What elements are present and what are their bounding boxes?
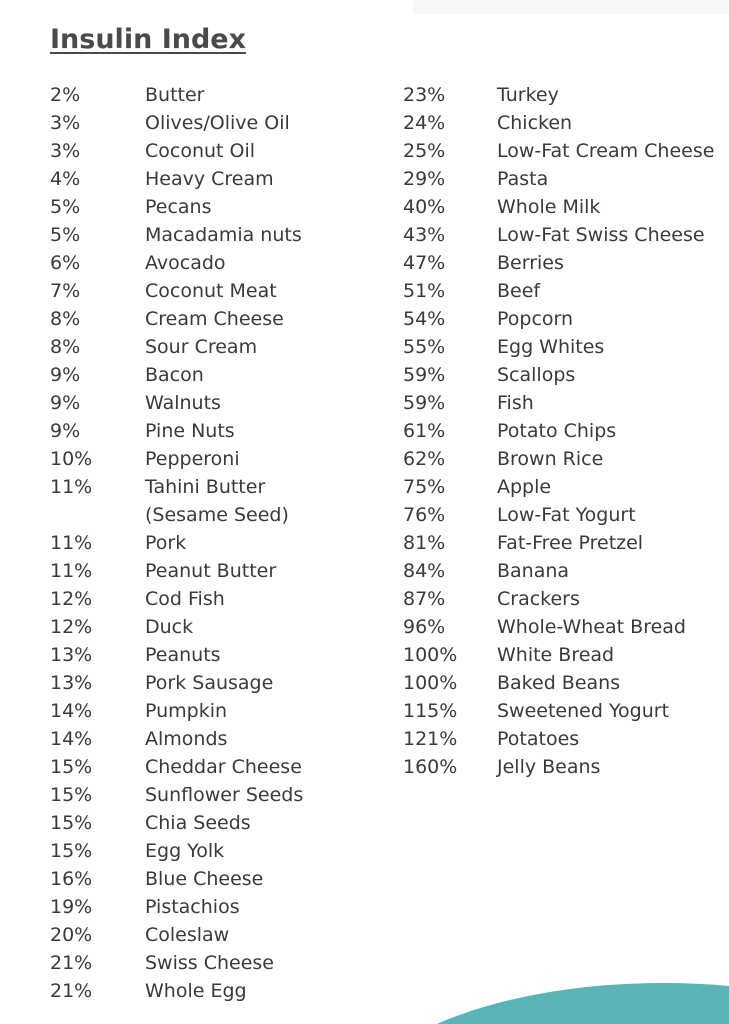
food-name <box>145 977 247 1005</box>
food-name-line: Whole Egg <box>145 980 247 1002</box>
food-name <box>497 277 540 305</box>
food-name <box>145 669 273 697</box>
insulin-percentage: 2% <box>50 84 81 106</box>
food-name <box>497 333 604 361</box>
insulin-percentage: 40% <box>403 196 446 218</box>
list-item <box>50 529 303 557</box>
food-name <box>145 193 212 221</box>
list-item <box>403 109 714 137</box>
insulin-percentage: 15% <box>50 840 93 862</box>
food-name <box>497 753 600 781</box>
food-name-line: Olives/Olive Oil <box>145 112 290 134</box>
list-item <box>50 333 303 361</box>
list-item <box>403 697 714 725</box>
insulin-percentage: 43% <box>403 224 446 246</box>
food-name-line: Apple <box>497 476 552 498</box>
food-name-line: Turkey <box>497 84 559 106</box>
insulin-percentage: 81% <box>403 532 446 554</box>
list-item <box>403 501 714 529</box>
food-name <box>145 585 225 613</box>
insulin-percentage: 96% <box>403 616 446 638</box>
food-name-line: Egg Yolk <box>145 840 225 862</box>
food-name <box>145 445 240 473</box>
food-name-line: Pepperoni <box>145 448 240 470</box>
list-item <box>50 921 303 949</box>
food-name-line: Fish <box>497 392 534 414</box>
insulin-percentage: 4% <box>50 168 81 190</box>
list-item <box>50 977 303 1005</box>
food-name-line: Duck <box>145 616 194 638</box>
food-name <box>145 473 289 529</box>
food-name-line: Scallops <box>497 364 576 386</box>
insulin-percentage: 16% <box>50 868 93 890</box>
food-name <box>145 277 277 305</box>
food-name-line: Heavy Cream <box>145 168 274 190</box>
food-name <box>145 389 221 417</box>
list-item <box>403 557 714 585</box>
insulin-percentage: 13% <box>50 672 93 694</box>
food-name <box>145 865 263 893</box>
page-title: Insulin Index <box>50 24 247 55</box>
food-name-line: Peanuts <box>145 644 221 666</box>
food-name <box>145 641 221 669</box>
food-name <box>145 837 224 865</box>
list-item <box>403 473 714 501</box>
food-name-line: (Sesame Seed) <box>145 504 289 526</box>
insulin-percentage: 47% <box>403 252 446 274</box>
food-name-line: Macadamia nuts <box>145 224 302 246</box>
food-name-line: Pork <box>145 532 187 554</box>
food-name-line: Sour Cream <box>145 336 258 358</box>
food-name-line: Coleslaw <box>145 924 230 946</box>
food-name-line: Cod Fish <box>145 588 225 610</box>
food-name-line: Crackers <box>497 588 580 610</box>
list-item <box>50 445 303 473</box>
insulin-percentage: 100% <box>403 644 458 666</box>
decorative-wave <box>429 974 729 1024</box>
insulin-percentage: 115% <box>403 700 458 722</box>
insulin-percentage: 3% <box>50 112 81 134</box>
list-item <box>50 697 303 725</box>
food-name-line: Pistachios <box>145 896 240 918</box>
list-item <box>403 669 714 697</box>
list-item <box>50 305 303 333</box>
insulin-percentage: 62% <box>403 448 446 470</box>
food-name <box>145 753 302 781</box>
food-name <box>497 585 580 613</box>
insulin-percentage: 5% <box>50 224 81 246</box>
list-item <box>403 333 714 361</box>
food-name-line: Egg Whites <box>497 336 605 358</box>
list-item <box>50 389 303 417</box>
list-item <box>50 725 303 753</box>
food-name-line: Banana <box>497 560 570 582</box>
food-name <box>497 417 616 445</box>
list-item <box>50 641 303 669</box>
list-item <box>50 137 303 165</box>
list-item <box>50 613 303 641</box>
insulin-percentage: 5% <box>50 196 81 218</box>
food-name-line: Pecans <box>145 196 212 218</box>
food-name <box>145 809 251 837</box>
list-item <box>50 865 303 893</box>
insulin-percentage: 84% <box>403 560 446 582</box>
list-item <box>403 277 714 305</box>
food-name <box>497 109 572 137</box>
food-name-line: Cheddar Cheese <box>145 756 302 778</box>
food-name-line: Walnuts <box>145 392 221 414</box>
insulin-percentage: 8% <box>50 336 81 358</box>
food-name <box>145 361 204 389</box>
food-name-line: Jelly Beans <box>497 756 601 778</box>
food-name-line: Pork Sausage <box>145 672 274 694</box>
food-name <box>497 165 548 193</box>
food-name-line: Swiss Cheese <box>145 952 274 974</box>
food-name-line: Sunflower Seeds <box>145 784 304 806</box>
food-name-line: Chia Seeds <box>145 812 251 834</box>
insulin-percentage: 10% <box>50 448 93 470</box>
list-item <box>50 249 303 277</box>
list-item <box>403 417 714 445</box>
food-name <box>145 305 284 333</box>
food-name <box>497 81 559 109</box>
insulin-percentage: 14% <box>50 700 93 722</box>
list-item <box>403 585 714 613</box>
list-item <box>50 753 303 781</box>
insulin-percentage: 12% <box>50 616 93 638</box>
food-name-line: Baked Beans <box>497 672 621 694</box>
list-item <box>50 669 303 697</box>
food-name-line: Low-Fat Cream Cheese <box>497 140 715 162</box>
food-name-line: Potatoes <box>497 728 580 750</box>
food-name-line: Low-Fat Swiss Cheese <box>497 224 705 246</box>
food-name-line: Whole-Wheat Bread <box>497 616 686 638</box>
food-name-line: Peanut Butter <box>145 560 277 582</box>
list-item <box>403 305 714 333</box>
list-item <box>50 781 303 809</box>
food-name-line: Pumpkin <box>145 700 228 722</box>
food-name-line: Cream Cheese <box>145 308 284 330</box>
insulin-percentage: 23% <box>403 84 446 106</box>
insulin-percentage: 12% <box>50 588 93 610</box>
list-item <box>50 417 303 445</box>
food-name <box>497 249 564 277</box>
food-name <box>145 725 227 753</box>
food-name-line: Brown Rice <box>497 448 604 470</box>
list-item <box>403 445 714 473</box>
insulin-percentage: 13% <box>50 644 93 666</box>
insulin-percentage: 25% <box>403 140 446 162</box>
list-item <box>403 81 714 109</box>
list-item <box>403 613 714 641</box>
food-name-line: Coconut Meat <box>145 280 277 302</box>
insulin-percentage: 29% <box>403 168 446 190</box>
food-name <box>497 445 603 473</box>
insulin-percentage: 76% <box>403 504 446 526</box>
food-name-line: Berries <box>497 252 564 274</box>
food-name <box>497 697 669 725</box>
list-item <box>50 809 303 837</box>
list-item <box>50 361 303 389</box>
food-name-line: Beef <box>497 280 541 302</box>
insulin-percentage: 21% <box>50 980 93 1002</box>
list-item <box>50 81 303 109</box>
list-item <box>50 893 303 921</box>
food-name <box>145 613 193 641</box>
insulin-percentage: 6% <box>50 252 81 274</box>
list-item <box>50 277 303 305</box>
list-item <box>403 221 714 249</box>
insulin-percentage: 59% <box>403 364 446 386</box>
insulin-percentage: 61% <box>403 420 446 442</box>
insulin-percentage: 11% <box>50 476 93 498</box>
food-name <box>497 193 600 221</box>
food-name <box>145 81 204 109</box>
food-name-line: Whole Milk <box>497 196 601 218</box>
food-name-line: White Bread <box>497 644 615 666</box>
food-name-line: Sweetened Yogurt <box>497 700 670 722</box>
insulin-list-left <box>50 81 303 1005</box>
insulin-percentage: 59% <box>403 392 446 414</box>
insulin-percentage: 51% <box>403 280 446 302</box>
food-name <box>497 389 534 417</box>
food-name <box>497 613 686 641</box>
wave-shape <box>437 983 729 1024</box>
food-name <box>145 949 274 977</box>
food-name <box>497 221 705 249</box>
food-name <box>497 361 575 389</box>
food-name <box>145 921 229 949</box>
food-name-line: Tahini Butter <box>145 476 266 498</box>
insulin-percentage: 19% <box>50 896 93 918</box>
list-item <box>50 473 303 529</box>
food-name <box>497 529 643 557</box>
insulin-percentage: 160% <box>403 756 458 778</box>
food-name-line: Low-Fat Yogurt <box>497 504 636 526</box>
insulin-percentage: 8% <box>50 308 81 330</box>
list-item <box>403 361 714 389</box>
food-name <box>497 305 573 333</box>
food-name <box>145 137 255 165</box>
list-item <box>403 529 714 557</box>
list-item <box>403 137 714 165</box>
insulin-percentage: 11% <box>50 532 93 554</box>
insulin-percentage: 54% <box>403 308 446 330</box>
insulin-percentage: 100% <box>403 672 458 694</box>
list-item <box>50 221 303 249</box>
food-name-line: Popcorn <box>497 308 574 330</box>
insulin-percentage: 75% <box>403 476 446 498</box>
insulin-percentage: 7% <box>50 280 81 302</box>
food-name <box>145 893 240 921</box>
list-item <box>50 109 303 137</box>
insulin-percentage: 11% <box>50 560 93 582</box>
list-item <box>403 389 714 417</box>
list-item <box>50 193 303 221</box>
insulin-percentage: 14% <box>50 728 93 750</box>
food-name <box>497 501 636 529</box>
insulin-percentage: 15% <box>50 812 93 834</box>
insulin-percentage: 9% <box>50 392 81 414</box>
list-item <box>403 193 714 221</box>
food-name <box>145 249 226 277</box>
list-item <box>403 753 714 781</box>
insulin-percentage: 87% <box>403 588 446 610</box>
food-name <box>145 221 302 249</box>
list-item <box>403 725 714 753</box>
food-name <box>145 417 235 445</box>
food-name <box>145 165 274 193</box>
food-name-line: Bacon <box>145 364 204 386</box>
food-name-line: Pasta <box>497 168 549 190</box>
food-name <box>497 557 569 585</box>
food-name <box>145 697 227 725</box>
food-name <box>145 529 186 557</box>
list-item <box>403 165 714 193</box>
insulin-percentage: 3% <box>50 140 81 162</box>
insulin-percentage: 9% <box>50 420 81 442</box>
food-name <box>497 725 579 753</box>
food-name <box>497 669 620 697</box>
food-name <box>497 473 551 501</box>
food-name <box>145 333 257 361</box>
insulin-list-right <box>403 81 714 781</box>
insulin-percentage: 55% <box>403 336 446 358</box>
list-item <box>50 165 303 193</box>
insulin-percentage: 24% <box>403 112 446 134</box>
food-name-line: Chicken <box>497 112 573 134</box>
insulin-percentage: 15% <box>50 784 93 806</box>
food-name-line: Pine Nuts <box>145 420 235 442</box>
list-item <box>50 837 303 865</box>
list-item <box>50 585 303 613</box>
list-item <box>403 641 714 669</box>
header-band <box>413 0 729 14</box>
food-name <box>497 137 714 165</box>
food-name-line: Coconut Oil <box>145 140 256 162</box>
food-name-line: Almonds <box>145 728 228 750</box>
food-name-line: Blue Cheese <box>145 868 264 890</box>
food-name-line: Butter <box>145 84 205 106</box>
food-name <box>145 557 276 585</box>
food-name <box>145 781 303 809</box>
insulin-percentage: 121% <box>403 728 458 750</box>
insulin-percentage: 21% <box>50 952 93 974</box>
food-name <box>497 641 614 669</box>
food-name-line: Fat-Free Pretzel <box>497 532 644 554</box>
insulin-percentage: 15% <box>50 756 93 778</box>
list-item <box>403 249 714 277</box>
food-name-line: Potato Chips <box>497 420 617 442</box>
insulin-percentage: 20% <box>50 924 93 946</box>
food-name-line: Avocado <box>145 252 226 274</box>
insulin-percentage: 9% <box>50 364 81 386</box>
list-item <box>50 557 303 585</box>
food-name <box>145 109 290 137</box>
list-item <box>50 949 303 977</box>
